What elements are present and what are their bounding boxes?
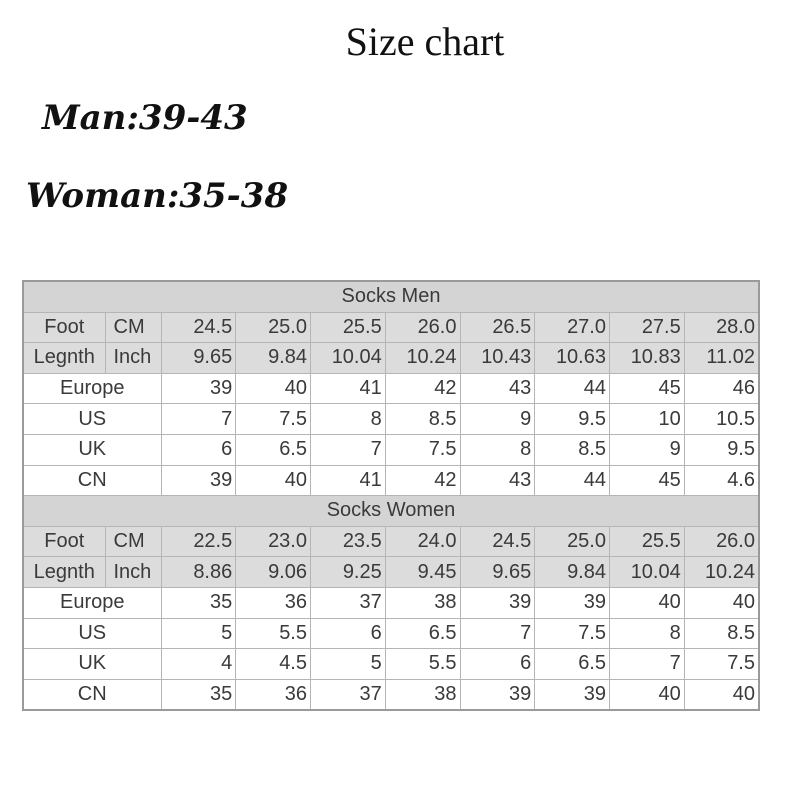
inch-cell: 8.86 (161, 557, 236, 588)
inch-cell: 10.43 (460, 343, 535, 374)
cm-cell: 26.5 (460, 312, 535, 343)
size-cell: 4 (161, 649, 236, 680)
inch-cell: 9.84 (236, 343, 311, 374)
size-cell: 42 (385, 373, 460, 404)
women-size-range: Woman:35-38 (26, 176, 289, 216)
size-cell: 9 (460, 404, 535, 435)
cm-unit-label: CM (105, 526, 161, 557)
size-cell: 39 (161, 373, 236, 404)
cm-cell: 23.5 (311, 526, 386, 557)
size-cell: 8 (311, 404, 386, 435)
size-cell: 36 (236, 587, 311, 618)
size-chart-table (22, 280, 760, 711)
cm-cell: 27.5 (610, 312, 685, 343)
size-cell: 7.5 (535, 618, 610, 649)
inch-cell: 11.02 (684, 343, 759, 374)
inch-cell: 10.04 (610, 557, 685, 588)
size-cell: 38 (385, 587, 460, 618)
size-cell: 40 (610, 679, 685, 710)
size-cell: 6 (161, 434, 236, 465)
inch-cell: 9.25 (311, 557, 386, 588)
women-section-title: Socks Women (23, 496, 759, 527)
cm-cell: 25.0 (535, 526, 610, 557)
foot-label: Foot (23, 526, 105, 557)
men-section (23, 281, 759, 496)
cm-cell: 25.5 (610, 526, 685, 557)
size-cell: 7 (311, 434, 386, 465)
size-cell: 10 (610, 404, 685, 435)
inch-cell: 10.63 (535, 343, 610, 374)
size-cell: 8.5 (684, 618, 759, 649)
inch-cell: 10.24 (385, 343, 460, 374)
inch-cell: 10.24 (684, 557, 759, 588)
region-label: Europe (23, 587, 161, 618)
size-cell: 39 (535, 679, 610, 710)
size-cell: 9.5 (535, 404, 610, 435)
europe-row (23, 587, 759, 618)
size-cell: 7.5 (236, 404, 311, 435)
size-cell: 7.5 (385, 434, 460, 465)
region-label: UK (23, 434, 161, 465)
cm-cell: 25.5 (311, 312, 386, 343)
size-cell: 6.5 (535, 649, 610, 680)
cm-unit-label: CM (105, 312, 161, 343)
size-cell: 41 (311, 373, 386, 404)
size-cell: 45 (610, 373, 685, 404)
cm-cell: 28.0 (684, 312, 759, 343)
section-header-row (23, 496, 759, 527)
size-cell: 40 (236, 373, 311, 404)
cm-cell: 27.0 (535, 312, 610, 343)
size-cell: 37 (311, 679, 386, 710)
size-cell: 39 (460, 679, 535, 710)
size-cell: 44 (535, 373, 610, 404)
size-cell: 40 (684, 587, 759, 618)
women-section (23, 496, 759, 711)
size-cell: 46 (684, 373, 759, 404)
size-cell: 7 (610, 649, 685, 680)
region-label: CN (23, 465, 161, 496)
size-cell: 9 (610, 434, 685, 465)
men-size-range: Man:39-43 (42, 98, 248, 138)
inch-cell: 9.65 (161, 343, 236, 374)
inch-cell: 10.04 (311, 343, 386, 374)
uk-row (23, 649, 759, 680)
length-label: Legnth (23, 557, 105, 588)
section-header-row (23, 281, 759, 312)
size-cell: 8 (460, 434, 535, 465)
inch-unit-label: Inch (105, 343, 161, 374)
size-cell: 40 (610, 587, 685, 618)
cm-row (23, 312, 759, 343)
size-cell: 8 (610, 618, 685, 649)
us-row (23, 618, 759, 649)
inch-cell: 9.06 (236, 557, 311, 588)
size-cell: 7 (161, 404, 236, 435)
size-cell: 42 (385, 465, 460, 496)
cm-cell: 24.5 (161, 312, 236, 343)
size-cell: 4.5 (236, 649, 311, 680)
inch-row (23, 557, 759, 588)
size-cell: 5 (161, 618, 236, 649)
region-label: UK (23, 649, 161, 680)
size-cell: 8.5 (535, 434, 610, 465)
size-cell: 8.5 (385, 404, 460, 435)
size-cell: 44 (535, 465, 610, 496)
inch-row (23, 343, 759, 374)
size-cell: 35 (161, 587, 236, 618)
cm-cell: 23.0 (236, 526, 311, 557)
size-cell: 5.5 (236, 618, 311, 649)
size-cell: 7 (460, 618, 535, 649)
foot-label: Foot (23, 312, 105, 343)
cm-cell: 26.0 (684, 526, 759, 557)
size-cell: 38 (385, 679, 460, 710)
size-cell: 39 (535, 587, 610, 618)
size-cell: 6.5 (236, 434, 311, 465)
region-label: US (23, 618, 161, 649)
size-cell: 41 (311, 465, 386, 496)
size-cell: 5 (311, 649, 386, 680)
europe-row (23, 373, 759, 404)
size-cell: 7.5 (684, 649, 759, 680)
uk-row (23, 434, 759, 465)
cm-cell: 26.0 (385, 312, 460, 343)
men-section-title: Socks Men (23, 281, 759, 312)
inch-cell: 9.65 (460, 557, 535, 588)
size-cell: 39 (460, 587, 535, 618)
cn-row (23, 465, 759, 496)
inch-cell: 10.83 (610, 343, 685, 374)
cm-row (23, 526, 759, 557)
size-cell: 43 (460, 373, 535, 404)
size-cell: 36 (236, 679, 311, 710)
page-title: Size chart (345, 19, 505, 64)
size-cell: 9.5 (684, 434, 759, 465)
size-cell: 5.5 (385, 649, 460, 680)
size-cell: 37 (311, 587, 386, 618)
size-cell: 6 (460, 649, 535, 680)
size-cell: 6.5 (385, 618, 460, 649)
cn-row (23, 679, 759, 710)
cm-cell: 22.5 (161, 526, 236, 557)
region-label: Europe (23, 373, 161, 404)
region-label: US (23, 404, 161, 435)
length-label: Legnth (23, 343, 105, 374)
size-cell: 6 (311, 618, 386, 649)
us-row (23, 404, 759, 435)
cm-cell: 24.0 (385, 526, 460, 557)
size-cell: 43 (460, 465, 535, 496)
cm-cell: 24.5 (460, 526, 535, 557)
size-cell: 4.6 (684, 465, 759, 496)
inch-cell: 9.45 (385, 557, 460, 588)
size-cell: 10.5 (684, 404, 759, 435)
size-cell: 40 (684, 679, 759, 710)
inch-cell: 9.84 (535, 557, 610, 588)
size-cell: 35 (161, 679, 236, 710)
inch-unit-label: Inch (105, 557, 161, 588)
size-cell: 39 (161, 465, 236, 496)
cm-cell: 25.0 (236, 312, 311, 343)
size-cell: 45 (610, 465, 685, 496)
size-cell: 40 (236, 465, 311, 496)
region-label: CN (23, 679, 161, 710)
